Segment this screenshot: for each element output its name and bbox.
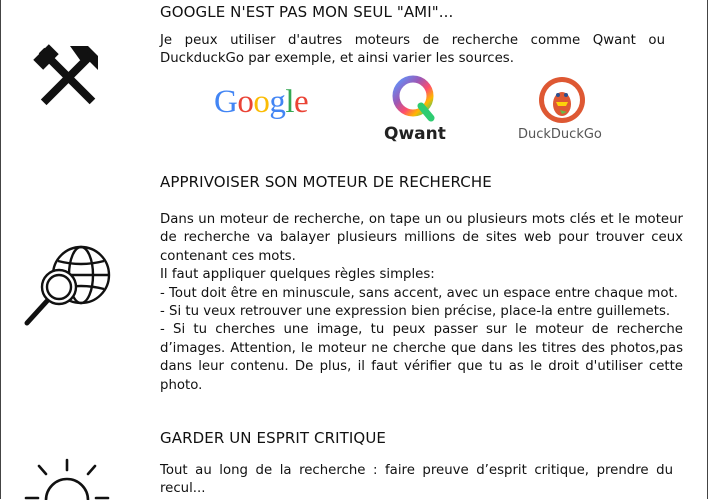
google-letter: e bbox=[294, 84, 309, 120]
lightbulb-icon bbox=[24, 458, 110, 500]
paragraph-text: Je peux utiliser d'autres moteurs de recherche comme Qwant ou DuckduckGo par exemple, et ainsi varier les sources. bbox=[160, 33, 665, 67]
duckduckgo-logo-mark[interactable] bbox=[538, 76, 586, 124]
section-title-search-engine: APPRIVOISER SON MOTEUR DE RECHERCHE bbox=[160, 173, 492, 191]
paragraph-text: - Si tu cherches une image, tu peux passer sur le moteur de recherche d’images. Attention, le moteur ne cherche que dans les titres des photos,pas dans leur contenu. De plus, il faut vérifier que tu as le droit d'utiliser cette photo. bbox=[160, 322, 683, 393]
paragraph-other-engines bbox=[160, 32, 665, 69]
section-title-critical-mind: GARDER UN ESPRIT CRITIQUE bbox=[160, 429, 386, 447]
paragraph-critical-mind bbox=[160, 462, 673, 499]
section-title-other-engines: GOOGLE N'EST PAS MON SEUL "AMI"... bbox=[160, 3, 454, 21]
google-letter: o bbox=[237, 84, 254, 120]
google-logo[interactable] bbox=[214, 84, 308, 121]
paragraph-text: - Tout doit être en minuscule, sans accent, avec un espace entre chaque mot. bbox=[160, 285, 678, 301]
google-letter: l bbox=[285, 84, 295, 120]
hammer-pick-icon bbox=[32, 42, 102, 108]
google-letter: g bbox=[269, 84, 286, 120]
google-wordmark bbox=[214, 84, 308, 120]
paragraph-text: Il faut appliquer quelques règles simples: bbox=[160, 267, 435, 283]
duckduckgo-wordmark: DuckDuckGo bbox=[518, 127, 602, 142]
qwant-logo-mark[interactable] bbox=[389, 74, 439, 122]
globe-magnifier-icon bbox=[21, 245, 111, 329]
paragraph-text: Dans un moteur de recherche, on tape un ou plusieurs mots clés et le moteur de recherche va balayer plusieurs millions de sites web pour trouver ceux contenant ces mots. bbox=[160, 212, 683, 264]
google-letter: G bbox=[214, 84, 238, 120]
google-letter: o bbox=[253, 84, 270, 120]
qwant-wordmark: Qwant bbox=[384, 124, 446, 144]
paragraph-text: Tout au long de la recherche : faire preuve d’esprit critique, prendre du recul... bbox=[160, 463, 673, 497]
paragraph-text: - Si tu veux retrouver une expression bien précise, place-la entre guillemets. bbox=[160, 304, 671, 320]
paragraph-search-rules bbox=[160, 211, 683, 395]
